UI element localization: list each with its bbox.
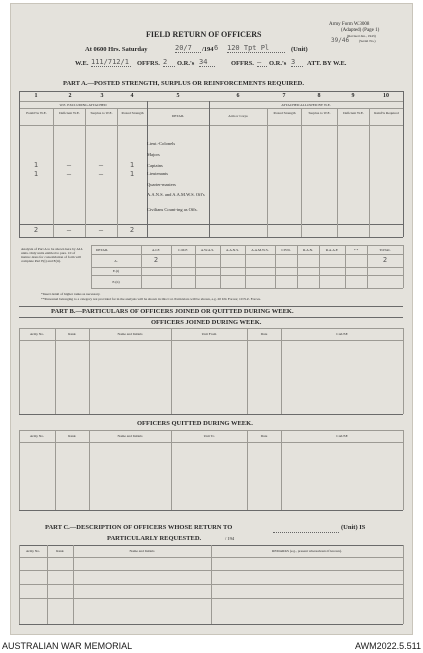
ors2-label: O.R.'s (269, 60, 287, 67)
at-time-label: At 0600 Hrs. Saturday (85, 46, 148, 53)
year-prefix: /194 (202, 46, 214, 53)
army-form-number: Army Form W.3008 (329, 22, 370, 27)
analysis-head: * * (353, 248, 359, 252)
year-digit: 6 (214, 44, 219, 52)
joined-col-head: Date (260, 332, 268, 336)
quitted-heading: OFFICERS QUITTED DURING WEEK. (137, 420, 253, 427)
footnote-1: *Insert detail of higher ranks as necessary. (41, 292, 101, 296)
col-head-posted-att: Posted Strength (273, 111, 296, 115)
part-b-heading: PART B.—PARTICULARS OF OFFICERS JOINED OR QUITTED DURING WEEK. (51, 308, 294, 315)
att-label: ATT. BY W.E. (307, 60, 347, 67)
total-value: – (98, 226, 104, 234)
joined-col-head: CAUSE (336, 332, 348, 336)
rank-label: Lieutenants (147, 171, 168, 176)
total-value: 2 (129, 226, 135, 234)
analysis-head: A.A.M.W.S. (251, 248, 269, 252)
analysis-head: R.A.N. (302, 248, 313, 252)
part-c-date: / 194 (225, 536, 235, 541)
offrs2-label: OFFRS. (231, 60, 254, 67)
col-head-deficient: Deficient W.E. (59, 111, 80, 115)
hand-value: – (66, 161, 72, 169)
rank-label: A.A.N.S. and A.A.M.W.S. Off's (147, 192, 205, 197)
date-written: 20/7 (175, 44, 201, 53)
quitted-col-head: Unit To (203, 434, 215, 438)
part-c-col-head: Army No. (25, 549, 41, 553)
analysis-head: A.A.N.S. (225, 248, 240, 252)
form-title: FIELD RETURN OF OFFICERS (146, 30, 262, 39)
quitted-col-head: Date (260, 434, 268, 438)
analysis-row-label: E.(i) (112, 269, 120, 273)
form-revised: (Revised Jan., 1943) (347, 34, 376, 38)
ors2-written: 3 (291, 58, 303, 67)
form-page (10, 3, 413, 635)
unit-written: 120 Tpt Pl (227, 44, 285, 53)
col-head-posted: Posted Strength (121, 111, 144, 115)
analysis-head: R.A.A.F. (325, 248, 339, 252)
col-number: 7 (282, 93, 286, 99)
rank-label: Civilians Count-ing as Offs. (147, 207, 198, 212)
form-adapted: (Adapted) (Page 1) (341, 28, 380, 33)
joined-heading: OFFICERS JOINED DURING WEEK. (151, 319, 262, 326)
col-number: 9 (351, 93, 355, 99)
joined-col-head: Unit From (201, 332, 217, 336)
analysis-aif-value: 2 (153, 256, 159, 264)
hand-value: 1 (129, 170, 135, 178)
serial-no-label: (Serial No.) (359, 39, 376, 43)
analysis-head: C.M.F. (178, 248, 188, 252)
col-head-establishment: Establ'tw W.E. (26, 111, 47, 115)
analysis-head: CIVIL (281, 248, 291, 252)
part-c-requested: PARTICULARLY REQUESTED. (107, 535, 202, 542)
part-c-col-head: Name and Initials (129, 549, 155, 553)
analysis-row-label: E.(ii) (112, 280, 120, 284)
col-head-detail: DETAIL (171, 114, 185, 118)
hand-value: – (98, 170, 104, 178)
joined-col-head: Rank (68, 332, 76, 336)
ors-label: O.R.'s (177, 60, 195, 67)
unit-label: (Unit) (291, 46, 308, 53)
we-excl-header: W.E. EXCLUDING ATTACHED (59, 103, 107, 107)
analysis-note: Analysis of Part A to be shown here by ALL units. Only units entitled to para. 10 of instruc-tions for consolidation of form will complete Part E(i) and E(ii). (21, 247, 83, 263)
col-number: 10 (383, 93, 389, 99)
rank-label: Lieut.-Colonels (147, 141, 176, 146)
analysis-head: A.I.F. (152, 248, 160, 252)
att-allowed-header: ATTACHED ALLOWED BY W.E. (281, 103, 331, 107)
offrs2-written: – (257, 58, 267, 67)
total-value: – (66, 226, 72, 234)
part-c-col-head: REMARKS (e.g., present whereabouts if known). (272, 549, 342, 553)
joined-col-head: Army No. (29, 332, 45, 336)
col-head-surplus: Surplus to W.E. (90, 111, 113, 115)
analysis-row-label: A. (114, 259, 118, 263)
quitted-col-head: Rank (68, 434, 76, 438)
serial-no-value: 39/46 (331, 37, 350, 44)
part-c-heading: PART C.—DESCRIPTION OF OFFICERS WHOSE RETURN TO (45, 524, 233, 531)
offrs-written: 2 (163, 58, 175, 67)
analysis-head: TOTAL (379, 248, 391, 252)
hand-value: 1 (33, 161, 39, 169)
col-head-reinforcements: Reinf'ts Required (374, 111, 399, 115)
col-number: 1 (34, 93, 38, 99)
hand-value: 1 (33, 170, 39, 178)
col-head-surplus-att: Surplus to W.E. (308, 111, 331, 115)
rank-label: Captains (147, 163, 163, 168)
col-number: 8 (317, 93, 321, 99)
hand-value: – (98, 161, 104, 169)
analysis-total-value: 2 (382, 256, 388, 264)
hand-value: – (66, 170, 72, 178)
part-c-unit-is: (Unit) IS (341, 524, 366, 531)
footnote-2: **Personnel belonging to a category not provided for in the analysis will be shown in this Col. Particulars will be shown, e.g. 20 UK Forces; 10 N.Z. Forces. (41, 297, 261, 301)
part-a-heading: PART A.—POSTED STRENGTH, SURPLUS OR REINFORCEMENTS REQUIRED. (63, 80, 304, 87)
we-written: 111/712/1 (91, 58, 131, 67)
rank-label: Majors (147, 152, 160, 157)
footer-credit: AUSTRALIAN WAR MEMORIAL (2, 641, 133, 651)
col-number: 6 (236, 93, 240, 99)
col-head-arm: Arm or Corps (228, 114, 248, 118)
hand-value: 1 (129, 161, 135, 169)
quitted-col-head: CAUSE (336, 434, 348, 438)
footer-accession: AWM2022.5.511 (354, 641, 421, 651)
quitted-col-head: Name and Initials (117, 434, 143, 438)
ors-written: 34 (199, 58, 215, 67)
offrs-label: OFFRS. (137, 60, 160, 67)
col-number: 4 (130, 93, 134, 99)
joined-col-head: Name and Initials (117, 332, 143, 336)
we-label: W.E. (75, 60, 89, 67)
rank-label: Quarter-masters (147, 182, 176, 187)
col-number: 3 (100, 93, 104, 99)
part-c-col-head: Rank (56, 549, 64, 553)
col-number: 2 (68, 93, 72, 99)
col-number: 5 (176, 93, 180, 99)
total-value: 2 (33, 226, 39, 234)
analysis-head: DETAIL (95, 248, 109, 252)
col-head-deficient-att: Deficient W.E. (343, 111, 364, 115)
quitted-col-head: Army No. (29, 434, 45, 438)
analysis-head: A.W.A.S. (200, 248, 215, 252)
